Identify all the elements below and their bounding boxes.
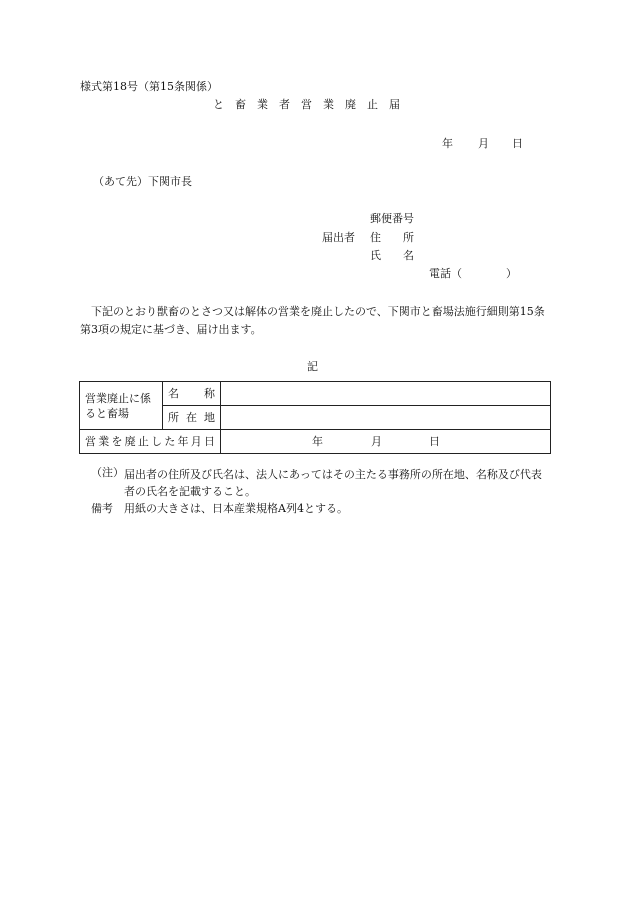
business-label-cell — [80, 382, 163, 430]
closure-details-table — [79, 381, 551, 454]
date-day: 日 — [512, 137, 523, 150]
facility-name-label-char: 称 — [204, 386, 215, 400]
body-paragraph: 下記のとおり獣畜のとさつ又は解体の営業を廃止したので、下関市と畜場法施行細則第15条第3項の規定に基づき、届け出ます。 — [80, 305, 545, 336]
remark-text: 用紙の大きさは、日本産業規格A列4とする。 — [124, 502, 348, 515]
ki-heading: 記 — [307, 360, 318, 373]
postal-code-label: 郵便番号 — [370, 212, 414, 225]
date-year: 年 — [442, 137, 453, 150]
address-label: 住 所 — [370, 231, 414, 244]
closure-date-year: 年 — [312, 435, 323, 448]
remark-label: 備考 — [91, 502, 113, 515]
closure-date-label-char: 年 — [177, 434, 189, 448]
facility-location-label-char: 在 — [186, 410, 197, 424]
closure-date-label-char: た — [164, 434, 176, 448]
closure-date-label-char: を — [111, 434, 123, 448]
document-title: と 畜 業 者 営 業 廃 止 届 — [213, 98, 400, 111]
note-text — [124, 466, 552, 500]
facility-location-label-char: 所 — [168, 410, 179, 424]
closure-date-label-char: 営 — [85, 434, 96, 448]
closure-date-label-char: し — [151, 434, 163, 448]
phone-label: 電話（ ） — [429, 267, 517, 280]
note-text-content: 届出者の住所及び氏名は、法人にあってはその主たる事務所の所在地、名称及び代表者の氏名を記載すること。 — [124, 468, 542, 498]
closure-date-label — [85, 435, 215, 449]
closure-date-day: 日 — [429, 435, 440, 448]
closure-date-label-char: 廃 — [124, 434, 136, 448]
closure-date-label-char: 月 — [190, 434, 202, 448]
facility-name-value — [221, 382, 551, 406]
closure-date-month: 月 — [371, 435, 382, 448]
location-label-cell — [163, 406, 221, 430]
closure-date-label-cell — [80, 430, 221, 454]
facility-location-label — [168, 411, 215, 425]
notifier-label: 届出者 — [322, 231, 355, 244]
note-label: （注） — [91, 466, 124, 479]
facility-location-label-char: 地 — [204, 410, 215, 424]
facility-name-label-char: 名 — [168, 386, 179, 400]
facility-location-value — [221, 406, 551, 430]
form-number: 様式第18号（第15条関係） — [80, 80, 218, 93]
closure-date-label-char: 日 — [203, 434, 215, 448]
closure-date-label-char: 業 — [98, 434, 110, 448]
name-label: 氏 名 — [370, 249, 414, 262]
closure-date-value — [221, 430, 551, 454]
date-month: 月 — [478, 137, 489, 150]
facility-name-label — [168, 387, 215, 401]
business-label: 営業廃止に係ると畜場 — [85, 391, 151, 420]
addressee: （あて先）下関市長 — [93, 175, 192, 188]
name-label-cell — [163, 382, 221, 406]
closure-date-label-char: 止 — [137, 434, 149, 448]
